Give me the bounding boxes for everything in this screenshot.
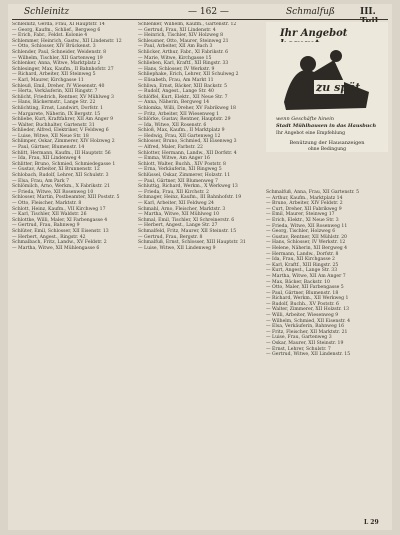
entry-list-col1 bbox=[12, 22, 134, 251]
directory-entry: — Fritz, Arbeiter, XII Wiesenweg 1 bbox=[138, 111, 220, 117]
directory-entry: — Rudolf, Buchh., XV Poststr. 6 bbox=[266, 301, 339, 307]
directory-entry: Schlitt, Hermann, Kaufm., III Hauptstr. 56 bbox=[12, 150, 111, 156]
column-3 bbox=[266, 22, 390, 522]
directory-entry: — Oskar, Maurer, XII Steinstr. 19 bbox=[266, 341, 344, 347]
directory-entry: — Frieda, Frau, XII Kirchstr. 2 bbox=[138, 189, 209, 195]
directory-entry: Schlicker, Arthur, Fabr., XI Fabrikstr. 6 bbox=[138, 49, 229, 55]
directory-entry: Schlieder, Alfred, Elektriker, V Feldweg 6 bbox=[12, 128, 109, 134]
directory-entry: — Hans, Bäckermstr., Lange Str. 22 bbox=[12, 100, 96, 106]
directory-entry: — Walter, Buchhalter, Gartenstr. 31 bbox=[12, 122, 95, 128]
directory-entry: Schlobach, Rudolf, Lehrer, XII Schulstr. 3 bbox=[12, 173, 109, 179]
entry-list-col3 bbox=[266, 190, 390, 358]
directory-entry: Schleusner, Otto, Maurer, Steinweg 21 bbox=[138, 38, 229, 44]
directory-entry: — Gertrud, Frau, Bergstr. 8 bbox=[138, 234, 203, 240]
header-rule bbox=[12, 19, 388, 20]
directory-entry: Schlomka, Willi, Dreher, XV Fabrikweg 18 bbox=[138, 105, 236, 111]
directory-entry: Schlieben, Karl, Kraftf., XII Ringstr. 33 bbox=[138, 61, 229, 67]
directory-entry: — Frieda, Witwe, XII Rosenweg 11 bbox=[266, 223, 348, 229]
column-2 bbox=[138, 22, 262, 522]
directory-entry: Schlüter, Emil, Schlosser, XII Eisenstr. 13 bbox=[12, 228, 109, 234]
directory-entry: Schlenker, Wilhelm, Kaufm., Gartenstr. 12 bbox=[138, 22, 237, 27]
directory-entry: — Marie, Witwe, Kirchgasse 15 bbox=[138, 55, 212, 61]
header-left-keyword: Schleinitz bbox=[24, 7, 70, 17]
directory-entry: — Paul, Gärtner, Blumenstr. 18 bbox=[266, 290, 339, 296]
directory-entry: — Gertrud, Frau, Bahnweg 9 bbox=[12, 223, 80, 229]
directory-entry: Schlott, Heinz, Kaufm., VII Kirchweg 17 bbox=[12, 206, 106, 212]
directory-entry: — Heinrich, Tischler, XIV Holzweg 8 bbox=[138, 33, 224, 39]
ad-line-3: Ihr Angebot eine Empfehlung bbox=[276, 131, 346, 136]
directory-entry: — Otto, Maler, XII Farbengasse 5 bbox=[266, 285, 344, 291]
directory-entry: — Emil, Maurer, Steinweg 17 bbox=[266, 212, 335, 218]
directory-entry: — Ida, Frau, XII Kirchgasse 2 bbox=[266, 257, 335, 263]
directory-entry: — Alfred, Maler, Farbstr. 22 bbox=[138, 145, 203, 151]
directory-entry: Schlesinger, Max, Kaufm., II Bahnhofstr. 27 bbox=[12, 66, 114, 72]
directory-entry: Schleuß, Emil, Dreher, IV Wiesenstr. 40 bbox=[12, 83, 105, 89]
ad-title: Ihr Angebot bbox=[280, 28, 348, 39]
directory-entry: — Bruno, Arbeiter, XIV Feldstr. 2 bbox=[266, 201, 343, 207]
directory-entry: — Paul, Gärtner, XII Blumenweg 7 bbox=[138, 178, 218, 184]
directory-entry: Schluttig, Richard, Werkm., X Werkweg 13 bbox=[138, 184, 238, 190]
directory-entry: Schlichting, Ernst, Landwirt, Dorfstr. 1 bbox=[12, 105, 104, 111]
directory-entry: Schliephake, Erich, Lehrer, XII Schulweg 2 bbox=[138, 72, 239, 78]
directory-entry: Schlicht, Friedrich, Rentner, XV Mühlweg 3 bbox=[12, 94, 114, 100]
directory-entry: — Gertrud, Frau, XII Lindenstr. 4 bbox=[138, 27, 216, 33]
directory-entry: — Karl, Maurer, Kirchgasse 11 bbox=[12, 77, 84, 83]
directory-entry: Schlenker, Anna, Witwe, Marktplatz 2 bbox=[12, 61, 101, 67]
directory-entry: — Frieda, Witwe, XII Rosenweg 10 bbox=[12, 189, 94, 195]
directory-entry: — Hans, Schlosser, IV Werkstr. 12 bbox=[266, 240, 346, 246]
directory-entry: — Martha, Witwe, XII Am Anger 7 bbox=[266, 273, 346, 279]
directory-entry: — Ernst, Lehrer, Schulstr. 7 bbox=[266, 346, 331, 352]
directory-entry: Schlörke, Gustav, Rentner, Hauptstr. 29 bbox=[138, 117, 231, 123]
directory-entry: — Helene, Näherin, XII Bergweg 4 bbox=[266, 245, 348, 251]
directory-entry: — Ida, Witwe, XII Rosenstr. 6 bbox=[138, 122, 207, 128]
page-number: — 162 — bbox=[188, 7, 229, 17]
directory-entry: Schlotter, Hermann, Landw., XII Dorfstr. 4 bbox=[138, 150, 237, 156]
directory-entry: Schlottke, Willi, Maler, XI Farbengasse 4 bbox=[12, 217, 108, 223]
directory-entry: — Gustav, Rentner, XII Mühlstr. 20 bbox=[266, 234, 347, 240]
directory-entry: Schlender, Paul, Schneider, Weidenstr. 8 bbox=[12, 49, 107, 55]
directory-entry: — Martha, Witwe, XII Mühlweg 10 bbox=[138, 212, 220, 218]
directory-entry: Schmager, Heinz, Kaufm., III Bahnhofstr. 19 bbox=[138, 195, 242, 201]
column-1 bbox=[12, 22, 134, 522]
section-code: III. bbox=[360, 7, 376, 17]
ad-line-2: Stadt Mühlhausen in das Hausbuch bbox=[276, 123, 377, 129]
directory-entry: — Martha, Witwe, XII Mühlengasse 6 bbox=[12, 245, 100, 251]
directory-entry: Schlosser, Martin, Postbeamter, XIII Poststr. 5 bbox=[12, 195, 120, 201]
directory-entry: Schlitter, Bruno, Schmied, Schmiedegasse 1 bbox=[12, 161, 116, 167]
directory-entry: — Margarete, Näherin, IX Bergstr. 15 bbox=[12, 111, 101, 117]
directory-entry: — Herta, Verkäuferin, XIII Ringstr. 7 bbox=[12, 89, 98, 95]
directory-entry: — Erna, Verkäuferin, XII Ringweg 5 bbox=[138, 167, 222, 173]
directory-entry: — Wilhelm, Schmied, XII Eisenstr. 4 bbox=[266, 318, 351, 324]
directory-entry: — Otto, Schlosser, XIV Brückenst. 3 bbox=[12, 44, 96, 50]
directory-entry: Schlosser, Bruno, Schmied, XI Eisenweg 3 bbox=[138, 139, 237, 145]
page-header bbox=[8, 6, 392, 20]
directory-entry: — Georg, Kaufm., Schlief., Bergweg 6 bbox=[12, 27, 101, 33]
page-footer: L 29 bbox=[364, 519, 379, 526]
directory-entry: Schlöffel, Kurt, Elektr., XII Neue Str. 7 bbox=[138, 94, 228, 100]
directory-entry: Schmahl, Arno, Fleischer, Marktstr. 3 bbox=[138, 206, 226, 212]
directory-entry: — Elsa, Frau, Am Park 7 bbox=[12, 178, 70, 184]
ad-line-5: ohne Bedingung bbox=[307, 147, 347, 152]
directory-entry: Schmalfuß, Ernst, Schlosser, XIII Hauptstr. 31 bbox=[138, 240, 246, 246]
directory-entry: — Paul, Arbeiter, XII Am Bach 3 bbox=[138, 44, 213, 50]
ad-illustration bbox=[274, 42, 380, 114]
directory-entry: — Karl, Tischler, XII Waldstr. 26 bbox=[12, 212, 87, 218]
directory-entry: — Karl, Arbeiter, XII Feldweg 24 bbox=[138, 201, 214, 206]
directory-entry: — Erich, Fabr., Feldst. Kolonie 4 bbox=[12, 33, 88, 39]
directory-entry: — Hermann, Landw., Dorfstr. 8 bbox=[266, 251, 339, 257]
directory-entry: — Max, Bäcker, Backstr. 10 bbox=[266, 279, 330, 285]
directory-entry: — Elsa, Verkäuferin, Bahnweg 16 bbox=[266, 324, 345, 330]
directory-entry: Schleinitz, Gerda, Frau, XI Hauptstr. 14 bbox=[12, 22, 105, 27]
directory-entry: — Herbert, Angest., Ringstr. 42 bbox=[12, 234, 86, 240]
directory-entry: — Hedwig, Frau, XII Gartenweg 12 bbox=[138, 133, 221, 139]
directory-entry: — Paul, Gärtner, Blumenstr. 14 bbox=[12, 145, 85, 151]
directory-entry: Schliwa, Ernst, Bäcker, XIII Backstr. 5 bbox=[138, 83, 228, 89]
directory-entry: — Gustav, Arbeiter, XI Brunnenstr. 12 bbox=[12, 167, 100, 173]
ad-slogan: zu spät bbox=[316, 81, 361, 94]
directory-entry: Schloß, Max, Kaufm., II Marktplatz 9 bbox=[138, 128, 225, 134]
directory-entry: — Luise, Witwe, XII Neue Str. 18 bbox=[12, 133, 89, 139]
directory-entry: — Luise, Frau, Gartenweg 3 bbox=[266, 335, 332, 341]
directory-entry: — Wilhelm, Tischler, XII Gartenweg 19 bbox=[12, 55, 103, 61]
directory-entry: Schliebe, Kurt, Kraftfahrer, XII Am Anger 9 bbox=[12, 117, 114, 123]
directory-entry: — Herbert, Angest., Lange Str. 27 bbox=[138, 223, 218, 229]
directory-entry: Schmalfeld, Fritz, Maurer, XII Steinstr. 15 bbox=[138, 228, 237, 234]
ad-line-1: wenn Geschäfte hinein bbox=[276, 116, 335, 122]
ad-line-4: Benützung der Hausanzeigen bbox=[289, 140, 365, 146]
directory-entry: — Richard, Arbeiter, XII Steinweg 5 bbox=[12, 72, 96, 78]
directory-entry: Schlott, Walter, Buchh., XIV Poststr. 8 bbox=[138, 161, 226, 167]
directory-entry: Schmalfuß, Anna, Frau, XII Gartenstr. 5 bbox=[266, 190, 360, 195]
directory-entry: — Rudolf, Angest., Lange Str. 40 bbox=[138, 89, 214, 95]
directory-entry: Schmalbach, Fritz, Landw., XV Feldstr. 2 bbox=[12, 240, 107, 246]
directory-entry: — Anna, Näherin, Bergweg 14 bbox=[138, 100, 210, 106]
header-right-keyword: Schmalfuß bbox=[286, 7, 335, 17]
directory-entry: — Curt, Dreher, XII Fabrikweg 9 bbox=[266, 206, 342, 212]
entry-list-col2 bbox=[138, 22, 262, 251]
directory-entry: Schlemmer, Heinrich, Gastw., XII Lindenstr. 12 bbox=[12, 38, 122, 44]
directory-entry: — Georg, Tischler, Holzweg 6 bbox=[266, 229, 336, 235]
directory-entry: — Emma, Witwe, Am Anger 16 bbox=[138, 156, 210, 162]
directory-entry: — Fritz, Fleischer, XII Marktstr. 21 bbox=[266, 329, 348, 335]
directory-entry: — Luise, Witwe, XII Lindenweg 9 bbox=[138, 245, 216, 251]
directory-entry: — Kurt, Angest., Lange Str. 33 bbox=[266, 268, 338, 274]
directory-entry: — Willi, Arbeiter, Wiesenweg 9 bbox=[266, 313, 339, 319]
directory-entry: — Walter, Zimmerer, XII Holzstr. 13 bbox=[266, 307, 350, 313]
directory-entry: Schlimper, Oskar, Zimmerer, XIV Holzweg 2 bbox=[12, 139, 115, 145]
directory-page bbox=[8, 4, 392, 530]
directory-entry: — Otto, Fleischer, Marktstr. 8 bbox=[12, 201, 82, 206]
directory-entry: — Karl, Kraftf., XIII Ringstr. 25 bbox=[266, 262, 339, 268]
directory-entry: — Erich, Elektr., XI Neue Str. 3 bbox=[266, 217, 339, 223]
directory-entry: Schlömilch, Arno, Werkm., X Fabrikstr. 21 bbox=[12, 184, 110, 190]
directory-entry: — Ida, Frau, XII Lindenweg 4 bbox=[12, 156, 81, 162]
directory-entry: Schmal, Emil, Tischler, XI Schreinerstr. 6 bbox=[138, 217, 235, 223]
directory-entry: — Hans, Schlosser, IV Werkstr. 9 bbox=[138, 66, 215, 72]
directory-entry: — Elisabeth, Frau, Am Markt 11 bbox=[138, 77, 214, 83]
directory-entry: — Richard, Werkm., XII Werkweg 1 bbox=[266, 296, 349, 302]
directory-entry: Schlüssel, Oskar, Zimmerer, Holzstr. 11 bbox=[138, 173, 231, 179]
advertisement-box bbox=[266, 22, 388, 152]
directory-entry: — Gertrud, Witwe, XII Lindenstr. 15 bbox=[266, 352, 351, 358]
directory-entry: — Arthur, Kaufm., Marktplatz 14 bbox=[266, 195, 343, 201]
